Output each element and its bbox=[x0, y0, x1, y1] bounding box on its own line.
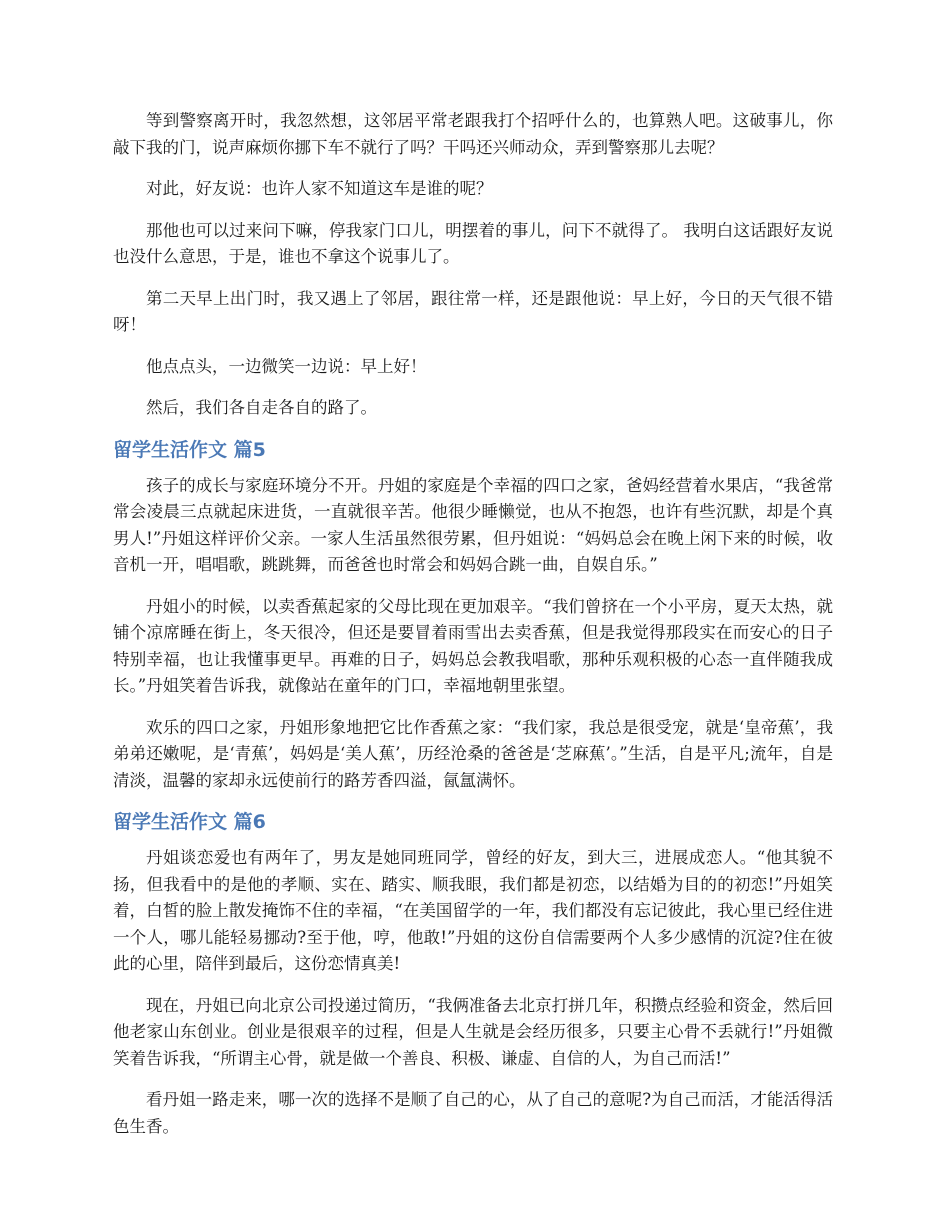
document-page bbox=[113, 108, 833, 1155]
paragraph: 等到警察离开时，我忽然想，这邻居平常老跟我打个招呼什么的，也算熟人吧。这破事儿，你敲下我的门，说声麻烦你挪下车不就行了吗？干吗还兴师动众，弄到警察那儿去呢？ bbox=[113, 111, 833, 157]
section-heading-6: 留学生活作文 篇6 bbox=[113, 811, 266, 833]
paragraph: 欢乐的四口之家，丹姐形象地把它比作香蕉之家：“我们家，我总是很受宠，就是‘皇帝蕉’，我弟弟还嫩呢，是‘青蕉’，妈妈是‘美人蕉’，历经沧桑的爸爸是‘芝麻蕉’。”生活，自是平凡;流年，自是清淡，温馨的家却永远使前行的路芳香四溢，氤氲满怀。 bbox=[113, 717, 833, 790]
paragraph: 孩子的成长与家庭环境分不开。丹姐的家庭是个幸福的四口之家，爸妈经营着水果店，“我爸常常会凌晨三点就起床进货，一直就很辛苦。他很少睡懒觉，也从不抱怨，也许有些沉默，却是个真男人!”丹姐这样评价父亲。一家人生活虽然很劳累，但丹姐说：“妈妈总会在晚上闲下来的时候，收音机一开，唱唱歌，跳跳舞，而爸爸也时常会和妈妈合跳一曲，自娱自乐。” bbox=[113, 475, 833, 574]
paragraph: 第二天早上出门时，我又遇上了邻居，跟往常一样，还是跟他说：早上好，今日的天气很不错呀！ bbox=[113, 288, 833, 334]
paragraph: 丹姐小的时候，以卖香蕉起家的父母比现在更加艰辛。“我们曾挤在一个小平房，夏天太热，就铺个凉席睡在街上，冬天很冷，但还是要冒着雨雪出去卖香蕉，但是我觉得那段实在而安心的日子特别幸福，也让我懂事更早。再难的日子，妈妈总会教我唱歌，那种乐观积极的心态一直伴随我成长。”丹姐笑着告诉我，就像站在童年的门口，幸福地朝里张望。 bbox=[113, 596, 833, 695]
paragraph: 他点点头，一边微笑一边说：早上好！ bbox=[146, 356, 427, 376]
paragraph: 丹姐谈恋爱也有两年了，男友是她同班同学，曾经的好友，到大三，进展成恋人。“他其貌不扬，但我看中的是他的孝顺、实在、踏实、顺我眼，我们都是初恋，以结婚为目的的初恋!”丹姐笑着，白皙的脸上散发掩饰不住的幸福，“在美国留学的一年，我们都没有忘记彼此，我心里已经住进一个人，哪儿能轻易挪动?至于他，哼，他敢!”丹姐的这份自信需要两个人多少感情的沉淀?住在彼此的心里，陪伴到最后，这份恋情真美! bbox=[113, 848, 833, 973]
paragraph: 对此，好友说：也许人家不知道这车是谁的呢？ bbox=[146, 179, 493, 198]
section-heading-5: 留学生活作文 篇5 bbox=[113, 438, 266, 461]
paragraph: 那他也可以过来问下嘛，停我家门口儿，明摆着的事儿，问下不就得了。 我明白这话跟好友说也没什么意思，于是，谁也不拿这个说事儿了。 bbox=[113, 220, 833, 266]
paragraph: 现在，丹姐已向北京公司投递过简历，“我俩准备去北京打拼几年，积攒点经验和资金，然后回他老家山东创业。创业是很艰辛的过程，但是人生就是会经历很多，只要主心骨不丢就行!”丹姐微笑着告诉我，“所谓主心骨，就是做一个善良、积极、谦虚、自信的人，为自己而活!” bbox=[113, 995, 833, 1068]
paragraph: 看丹姐一路走来，哪一次的选择不是顺了自己的心，从了自己的意呢?为自己而活，才能活得活色生香。 bbox=[113, 1090, 833, 1136]
paragraph: 然后，我们各自走各自的路了。 bbox=[146, 398, 377, 417]
